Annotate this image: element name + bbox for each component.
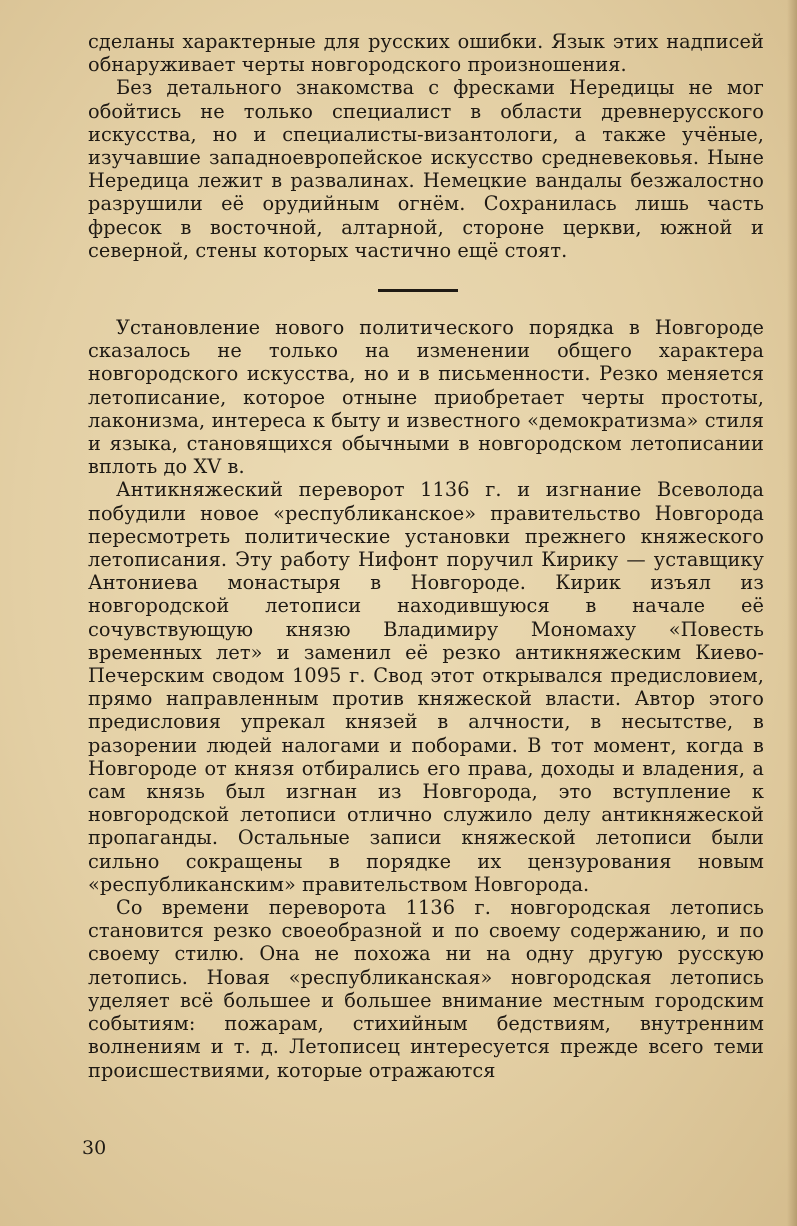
paragraph: Антикняжеский переворот 1136 г. и изгнание Всеволода побудили новое «республиканское» правительство Новгорода пересмотреть политические установки прежнего княжеского летописания. Эту работу Нифонт поручил Кирику — уставщику Антониева монастыря в Новгороде. Кирик изъял из новгородской летописи находившуюся в начале её сочувствующую князю Владимиру Мономаху «Повесть временных лет» и заменил её резко антикняжеским Киево-Печерским сводом 1095 г. Свод этот открывался предисловием, прямо направленным против княжеской власти. Автор этого предисловия упрекал князей в алчности, в несытстве, в разорении людей налогами и поборами. В тот момент, когда в Новгороде от князя отбирались его права, доходы и владения, а сам князь был изгнан из Новгорода, это вступление к новгородской летописи отлично служило делу антикняжеской пропаганды. Остальные записи княжеской летописи были сильно сокращены в порядке их цензурования новым «республиканским» правительством Новгорода. xyxy=(88,478,764,896)
page-number: 30 xyxy=(82,1137,107,1159)
page-edge-shadow xyxy=(787,0,797,1226)
paragraph: сделаны характерные для русских ошибки. Язык этих надписей обнаруживает черты новгородского произношения. xyxy=(88,30,764,77)
paragraph: Установление нового политического порядка в Новгороде сказалось не только на изменении общего характера новгородского искусства, но и в письменности. Резко меняется летописание, которое отныне приобретает черты простоты, лаконизма, интереса к быту и известного «демократизма» стиля и языка, становящихся обычными в новгородском летописании вплоть до XV в. xyxy=(88,316,764,479)
section-top xyxy=(88,30,764,262)
paragraph: Без детального знакомства с фресками Нередицы не мог обойтись не только специалист в области древнерусского искусства, но и специалисты-византологи, а также учёные, изучавшие западноевропейское искусство средневековья. Ныне Нередица лежит в развалинах. Немецкие вандалы безжалостно разрушили её орудийным огнём. Сохранилась лишь часть фресок в восточной, алтарной, стороне церкви, южной и северной, стены которых частично ещё стоят. xyxy=(88,76,764,262)
section-bottom xyxy=(88,316,764,1082)
section-divider xyxy=(378,289,458,292)
paragraph: Со времени переворота 1136 г. новгородская летопись становится резко своеобразной и по своему содержанию, и по своему стилю. Она не похожа ни на одну другую русскую летопись. Новая «республиканская» новгородская летопись уделяет всё большее и большее внимание местным городским событиям: пожарам, стихийным бедствиям, внутренним волнениям и т. д. Летописец интересуется прежде всего теми происшествиями, которые отражаются xyxy=(88,896,764,1082)
